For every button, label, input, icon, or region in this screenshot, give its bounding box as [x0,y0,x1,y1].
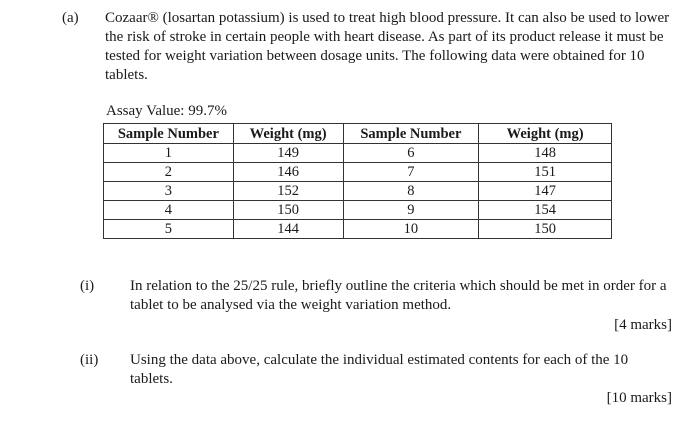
header-weight: Weight (mg) [233,124,343,144]
table-cell: 154 [479,201,612,220]
table-cell: 147 [479,182,612,201]
table-cell: 4 [104,201,234,220]
table-cell: 10 [343,220,479,239]
table-row [104,163,612,182]
table-row [104,220,612,239]
header-sample-number: Sample Number [104,124,234,144]
table-cell: 151 [479,163,612,182]
table-cell: 150 [233,201,343,220]
table-cell: 144 [233,220,343,239]
part-i-marks: [4 marks] [614,317,672,333]
part-ii-label: (ii) [80,352,99,368]
table-cell: 6 [343,144,479,163]
table-cell: 9 [343,201,479,220]
table-cell: 2 [104,163,234,182]
question-intro: Cozaar® (losartan potassium) is used to treat high blood pressure. It can also be used to lower the risk of stroke in certain people with heart disease. As part of its product release it must be tested for weight variation between dosage units. The following data were obtained for 10 tablets. [105,10,670,83]
part-ii-marks: [10 marks] [606,390,672,406]
part-i-label: (i) [80,278,95,294]
header-sample-number: Sample Number [343,124,479,144]
part-i-text: In relation to the 25/25 rule, briefly outline the criteria which should be met in order for a tablet to be analysed via the weight variation method. [130,278,667,313]
table-cell: 150 [479,220,612,239]
question-label: (a) [62,10,79,26]
table-cell: 152 [233,182,343,201]
table-cell: 5 [104,220,234,239]
table-cell: 146 [233,163,343,182]
table-row [104,144,612,163]
weight-table [103,123,612,239]
part-ii-text: Using the data above, calculate the individual estimated contents for each of the 10 tablets. [130,352,629,387]
table-row [104,201,612,220]
table-cell: 148 [479,144,612,163]
table-cell: 149 [233,144,343,163]
table-cell: 3 [104,182,234,201]
table-row [104,182,612,201]
table-cell: 1 [104,144,234,163]
table-cell: 8 [343,182,479,201]
header-weight: Weight (mg) [479,124,612,144]
table-cell: 7 [343,163,479,182]
table-header-row [104,124,612,144]
assay-value: Assay Value: 99.7% [106,103,227,119]
